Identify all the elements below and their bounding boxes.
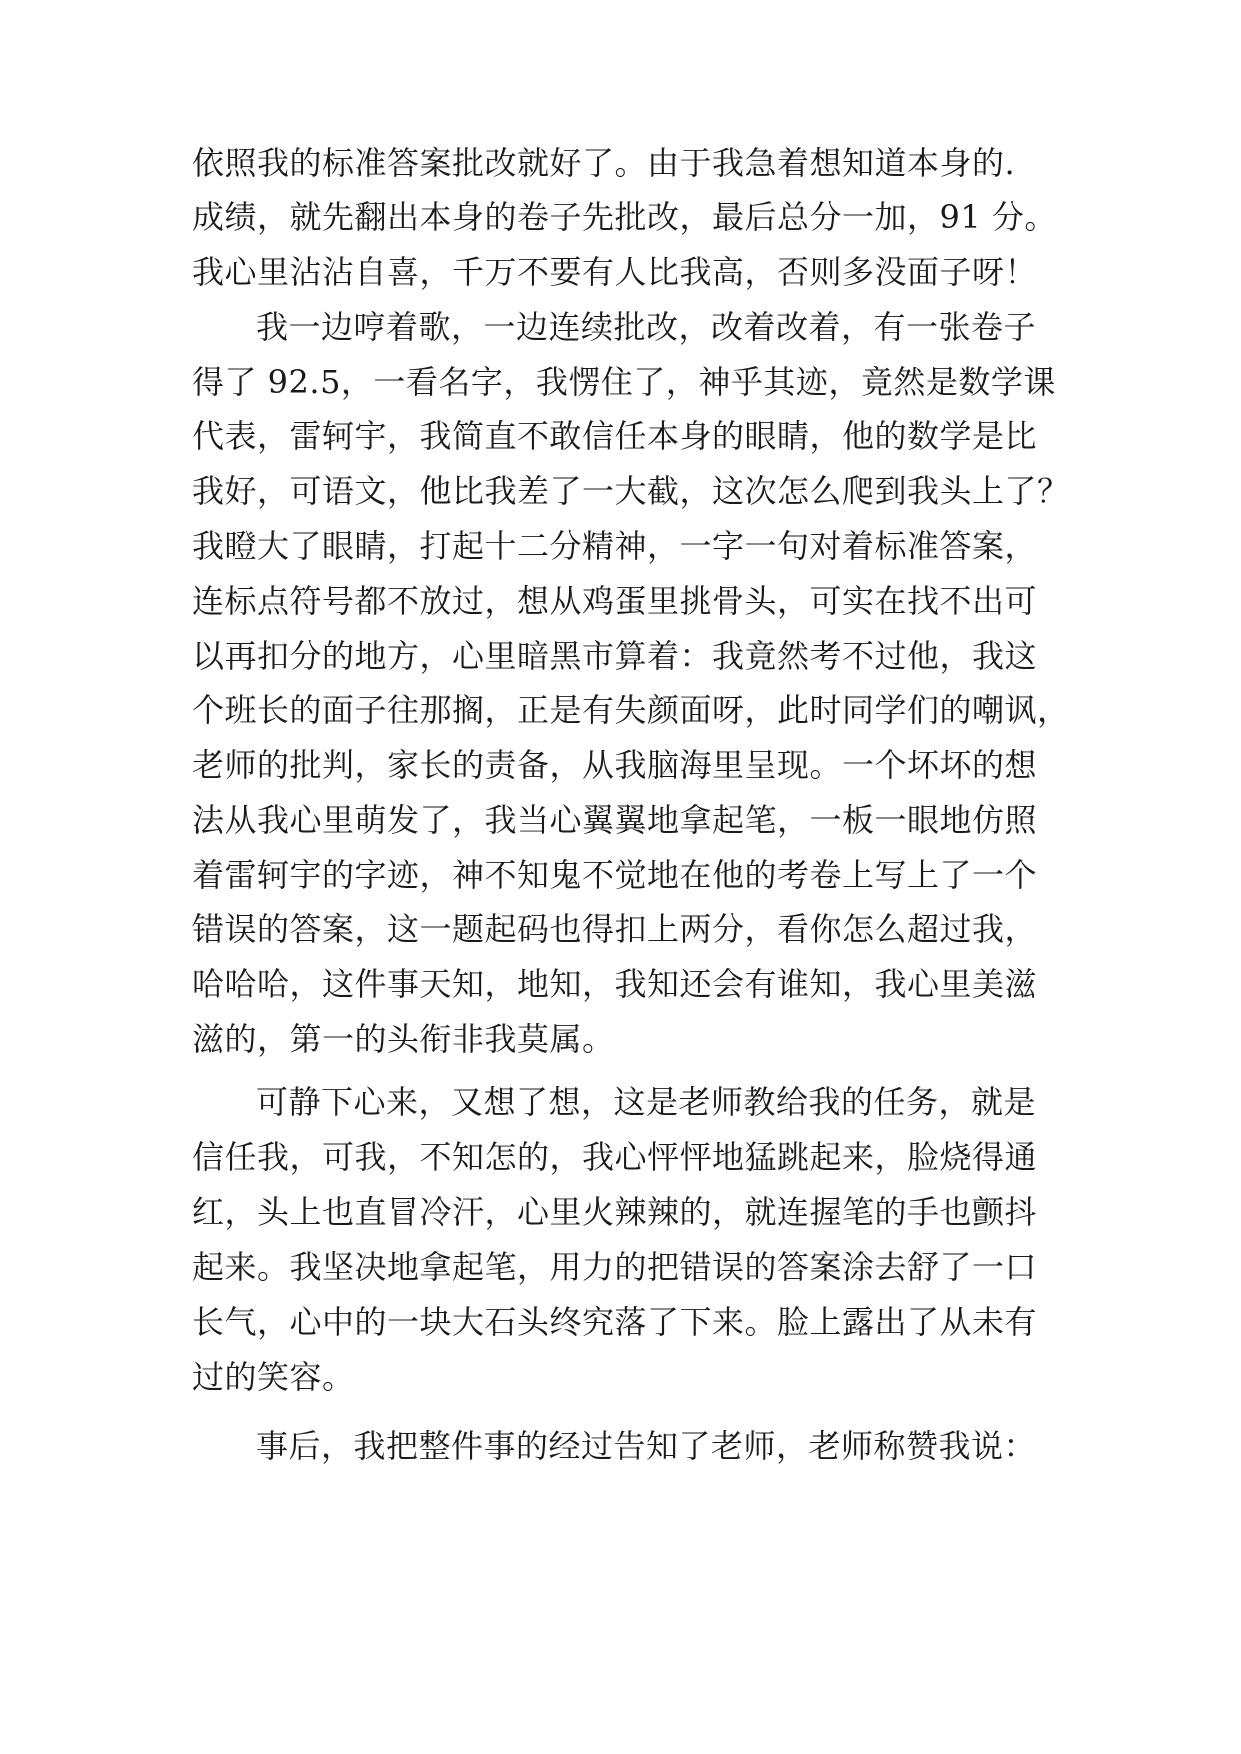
text-line: 信任我，可我，不知怎的，我心怦怦地猛跳起来，脸烧得通 — [192, 1138, 1038, 1176]
text-line: 起来。我坚决地拿起笔，用力的把错误的答案涂去舒了一口 — [192, 1248, 1038, 1286]
text-line: 滋的，第一的头衔非我莫属。 — [192, 1020, 615, 1058]
text-line: 以再扣分的地方，心里暗黑市算着：我竟然考不过他，我这 — [192, 637, 1038, 675]
text-line: 过的笑容。 — [192, 1358, 355, 1396]
text-line: 可静下心来，又想了想，这是老师教给我的任务，就是 — [256, 1083, 1037, 1121]
text-line: 着雷轲宇的字迹，神不知鬼不觉地在他的考卷上写上了一个 — [192, 856, 1038, 894]
text-line: 错误的答案，这一题起码也得扣上两分，看你怎么超过我， — [192, 910, 1038, 948]
text-line: 得了 92.5，一看名字，我愣住了，神乎其迹，竟然是数学课 — [192, 363, 1056, 401]
text-line: 红，头上也直冒冷汗，心里火辣辣的，就连握笔的手也颤抖 — [192, 1193, 1038, 1231]
text-line: 哈哈哈，这件事天知，地知，我知还会有谁知，我心里美滋 — [192, 965, 1038, 1003]
text-line: 老师的批判，家长的责备，从我脑海里呈现。一个坏坏的想 — [192, 746, 1038, 784]
text-line: 代表，雷轲宇，我简直不敢信任本身的眼睛，他的数学是比 — [192, 417, 1038, 455]
text-line: 我好，可语文，他比我差了一大截，这次怎么爬到我头上了？ — [192, 472, 1070, 510]
text-line: 我一边哼着歌，一边连续批改，改着改着，有一张卷子 — [256, 308, 1037, 346]
text-line: 长气，心中的一块大石头终究落了下来。脸上露出了从未有 — [192, 1303, 1038, 1341]
text-line: 依照我的标准答案批改就好了。由于我急着想知道本身的. — [192, 144, 1016, 182]
text-line: 法从我心里萌发了，我当心翼翼地拿起笔，一板一眼地仿照 — [192, 801, 1038, 839]
text-line: 成绩，就先翻出本身的卷子先批改，最后总分一加，91 分。 — [192, 198, 1057, 236]
text-line: 我心里沾沾自喜，千万不要有人比我高，否则多没面子呀！ — [192, 253, 1038, 291]
text-line: 个班长的面子往那搁，正是有失颜面呀，此时同学们的嘲讽， — [192, 691, 1070, 729]
text-line: 事后，我把整件事的经过告知了老师，老师称赞我说： — [256, 1427, 1037, 1465]
text-line: 连标点符号都不放过，想从鸡蛋里挑骨头，可实在找不出可 — [192, 582, 1038, 620]
text-line: 我瞪大了眼睛，打起十二分精神，一字一句对着标准答案， — [192, 527, 1038, 565]
